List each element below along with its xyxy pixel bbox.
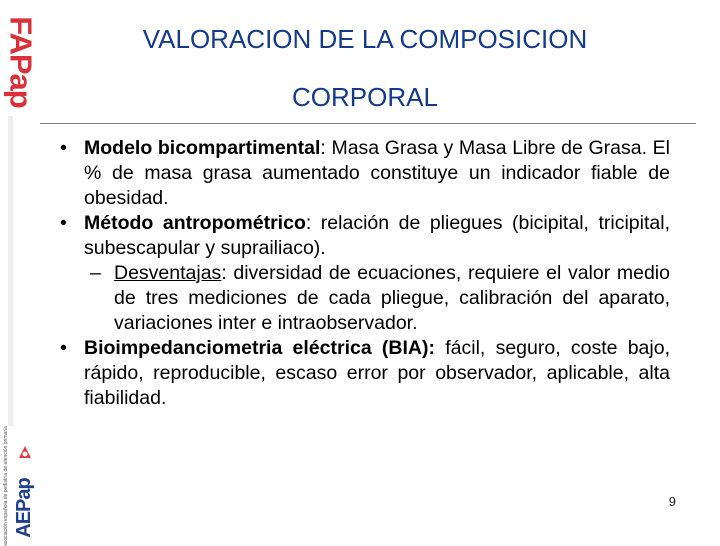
sub-bullet-item bbox=[60, 261, 670, 336]
bullet-text: : Masa Grasa y Masa Libre de Grasa. El % de masa grasa aumentado constituye un indicador fiable de obesidad. bbox=[84, 137, 670, 209]
page-number: 9 bbox=[668, 494, 676, 509]
bullet-text: : relación de pliegues (bicipital, tricipital, subescapular y suprailiaco). bbox=[84, 212, 670, 259]
bullet-term: Bioimpedanciometria eléctrica (BIA): bbox=[84, 337, 435, 359]
slide-title bbox=[60, 10, 670, 126]
sub-bullet-term: Desventajas bbox=[114, 262, 222, 284]
aepap-side-note-text: asociación española de pediatría de atención primaria bbox=[3, 426, 9, 546]
bullet-marker: • bbox=[60, 212, 67, 234]
slide-title-line-2: CORPORAL bbox=[292, 82, 438, 112]
sidebar-decoration-bar bbox=[8, 116, 13, 426]
aepap-side-note bbox=[2, 426, 10, 546]
bullet-text: fácil, seguro, coste bajo, rápido, reproducible, escaso error por observador, aplicable, alta fiabilidad. bbox=[84, 337, 671, 409]
title-divider bbox=[40, 123, 696, 124]
sub-bullet-marker: – bbox=[90, 262, 101, 284]
bullet-item bbox=[60, 336, 670, 411]
bullet-term: Modelo bicompartimental bbox=[84, 137, 321, 159]
bullet-marker: • bbox=[60, 337, 67, 359]
fapap-logo bbox=[2, 14, 40, 110]
aepap-logo-text: AEPap bbox=[13, 478, 35, 538]
aepap-logo bbox=[10, 440, 38, 538]
slide-title-line-1: VALORACION DE LA COMPOSICION bbox=[142, 24, 588, 54]
bullet-marker: • bbox=[60, 137, 67, 159]
bullet-item bbox=[60, 211, 670, 261]
bullet-term: Método antropométrico bbox=[84, 212, 306, 234]
sub-bullet-text: : diversidad de ecuaciones, requiere el valor medio de tres mediciones de cada pliegue, calibración del aparato, variaciones inter e intraobservador. bbox=[114, 262, 670, 334]
slide-content bbox=[60, 136, 670, 411]
bullet-item bbox=[60, 136, 670, 211]
aepap-mark-icon bbox=[17, 444, 33, 460]
fapap-logo-text: FAPap bbox=[3, 16, 39, 108]
